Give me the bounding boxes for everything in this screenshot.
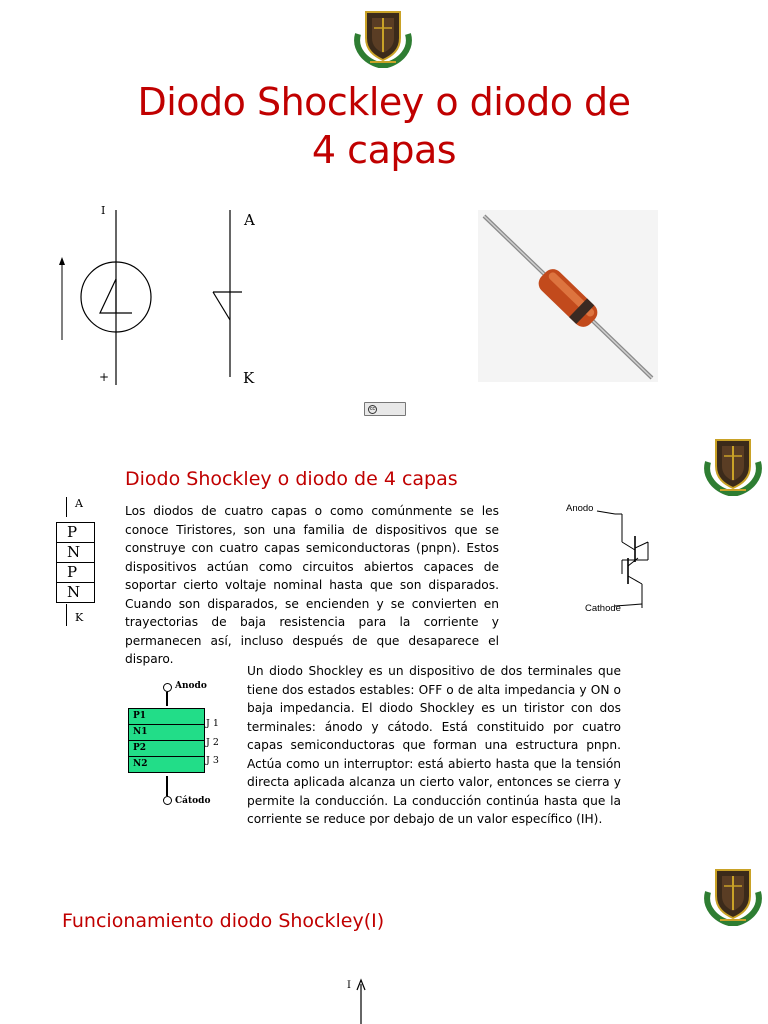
crest-logo-3 [700, 862, 766, 926]
description-paragraph-1: Los diodos de cuatro capas o como comúnmente se les conoce Tiristores, son una familia de dispositivos que se construye con cuatro capas semiconductoras (pnpn). Estos dispositivos actúan como circuitos abiertos capaces de soportar cierto voltaje nominal hasta que son disparados. Cuando son disparados, se encienden y se convierten en trayectorias de baja resistencia para la corriente y permanecen así, incluso después de que desaparece el disparo. [125, 504, 499, 666]
axis-label-i: I [347, 980, 351, 991]
layer-p1: P [57, 523, 94, 543]
axis-arrow [355, 978, 367, 1024]
layer-diagram-cathode-label: Cátodo [175, 796, 211, 806]
transistor-equivalent-diagram [560, 500, 670, 620]
transistor-anode-label: Anodo [566, 503, 594, 514]
pnpn-layer-stack [56, 497, 96, 627]
description-paragraph-2: Un diodo Shockley es un dispositivo de dos terminales que tiene dos estados estables: OFF o de alta impedancia y ON o baja impedancia. El diodo Shockley es un tiristor con dos terminales: ánodo y cátodo. Está constituido por cuatro capas semiconductoras que forman una estructura pnpn. Actúa como un interruptor: está abierto hasta que la tensión directa aplicada alcanza un cierto valor, entonces se cierra y permite la conducción. La conducción continúa hasta que la corriente se reduce por debajo de un valor específico (IH). [247, 664, 621, 826]
layer-structure-diagram [128, 680, 238, 810]
symbol-right-anode-label: A [244, 211, 255, 229]
layer-p2: P [57, 563, 94, 583]
layer-n2-green: N2 [129, 757, 204, 772]
layer-n2: N [67, 583, 81, 601]
layer-p1-green: P1 [129, 709, 204, 725]
junction-j3: J 3 [206, 755, 219, 766]
slide-title: Diodo Shockley o diodo de 4 capas [137, 80, 631, 172]
transistor-cathode-label: Cathode [585, 603, 621, 614]
layer-p2-green: P2 [129, 741, 204, 757]
section-heading: Diodo Shockley o diodo de 4 capas [125, 468, 458, 490]
crest-logo [350, 4, 416, 68]
layer-n1-green: N1 [129, 725, 204, 741]
diode-photo [478, 210, 658, 382]
license-badge: cc [364, 402, 406, 416]
layer-diagram-anode-label: Anodo [175, 681, 207, 691]
crest-logo-2 [700, 432, 766, 496]
layer-stack-bottom-label: K [75, 611, 84, 624]
symbol-left-bottom-label: + [99, 370, 110, 384]
symbol-left-top-label: I [101, 204, 106, 217]
shockley-symbol-line [205, 205, 255, 385]
junction-j1: J 1 [206, 718, 219, 729]
layer-n1: N [57, 543, 94, 563]
junction-j2: J 2 [206, 737, 219, 748]
layer-stack-top-label: A [75, 497, 83, 510]
symbol-right-cathode-label: K [243, 369, 255, 387]
section-heading-3: Funcionamiento diodo Shockley(I) [62, 910, 385, 932]
shockley-symbol-circle [52, 205, 162, 390]
